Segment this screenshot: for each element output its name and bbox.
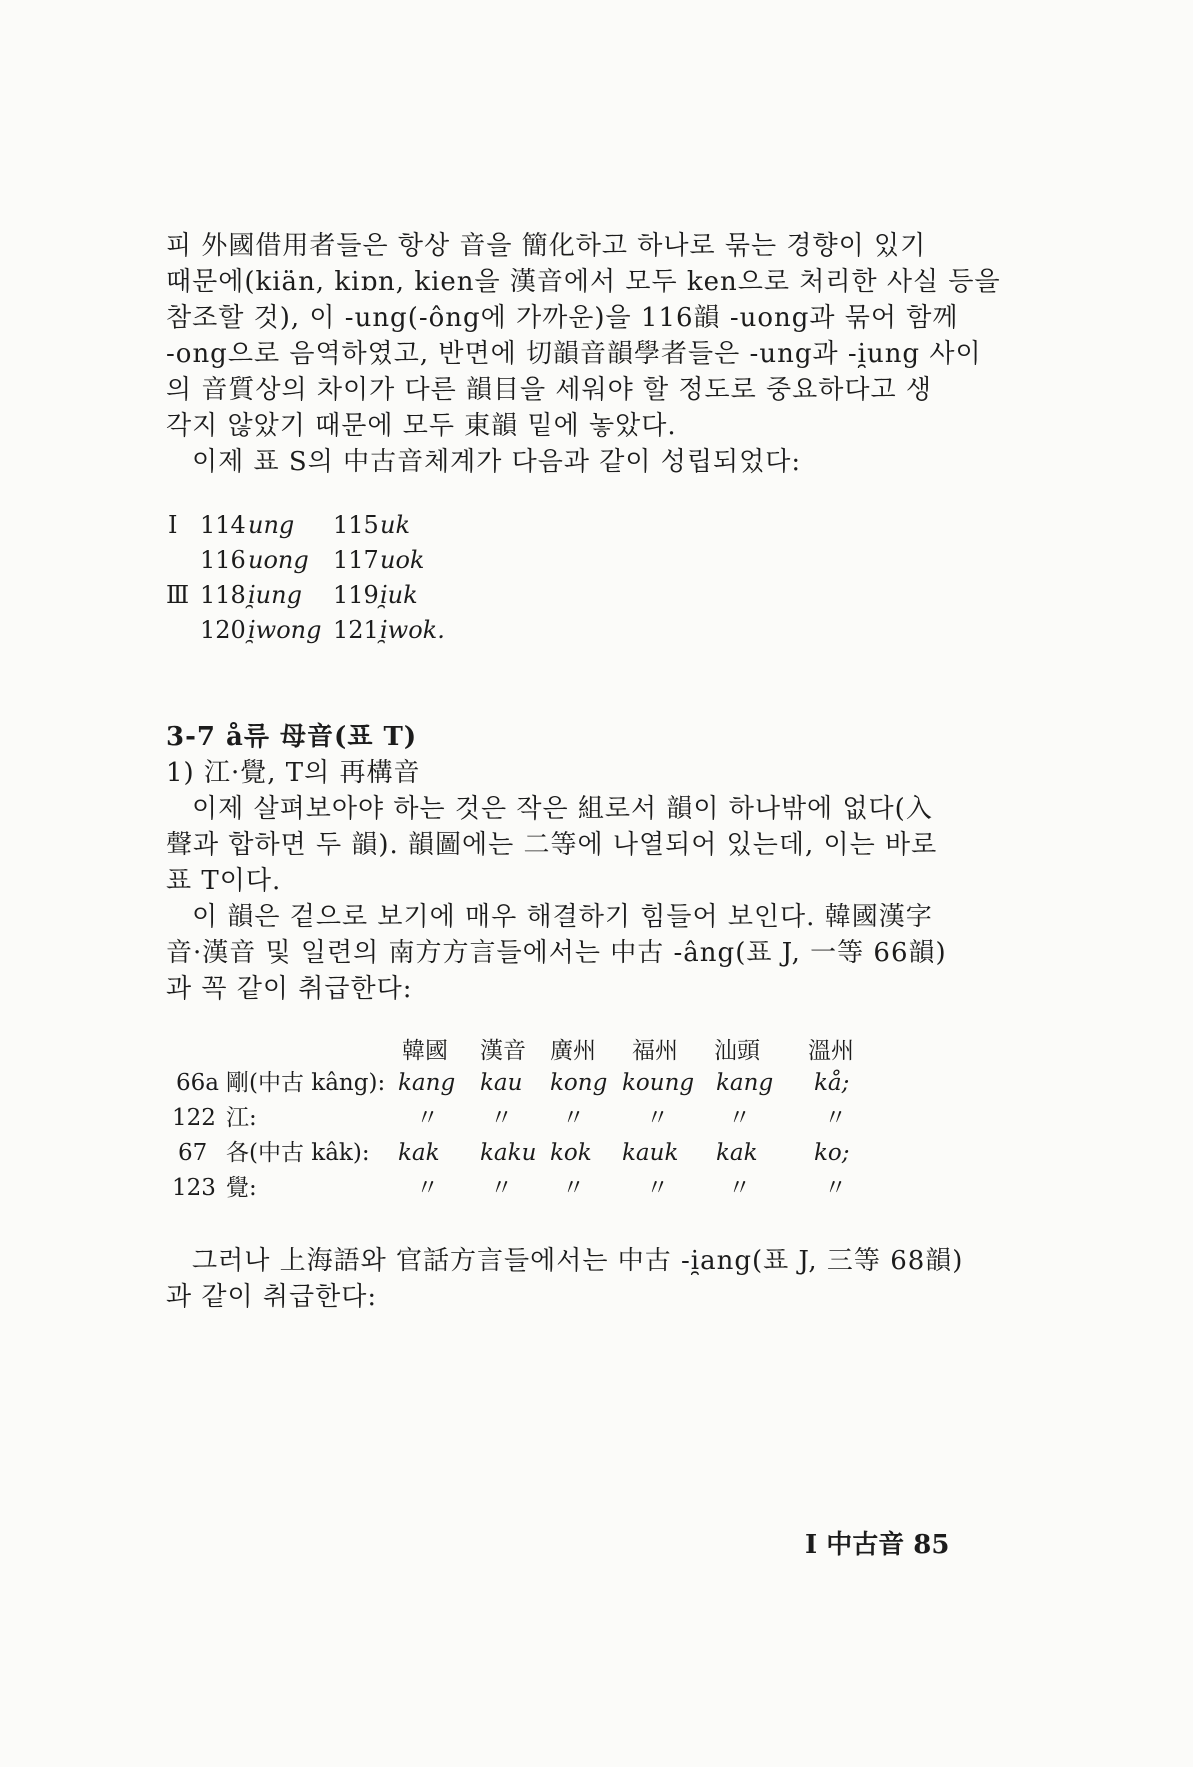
column-header: 漢音 bbox=[480, 1038, 526, 1064]
row-label: 各(中古 kâk): bbox=[226, 1140, 370, 1166]
ditto-mark: 〃 bbox=[562, 1175, 585, 1201]
column-header: 溫州 bbox=[808, 1038, 854, 1064]
text-line: 이제 살펴보아야 하는 것은 작은 組로서 韻이 하나밖에 없다(入 bbox=[192, 794, 933, 824]
row-number: 66a bbox=[176, 1070, 219, 1096]
row-label: 江: bbox=[226, 1105, 257, 1131]
text-line: 때문에(kiän, kiɒn, kien을 漢音에서 모두 ken으로 처리한 사실 등을 bbox=[166, 267, 1001, 297]
rhyme-form: i̯wong bbox=[248, 616, 322, 644]
table-cell: kaku bbox=[480, 1140, 537, 1166]
ditto-mark: 〃 bbox=[416, 1105, 439, 1131]
column-header: 福州 bbox=[632, 1038, 678, 1064]
text-line: 피 外國借用者들은 항상 音을 簡化하고 하나로 묶는 경향이 있기 bbox=[166, 231, 927, 261]
table-cell: kak bbox=[716, 1140, 758, 1166]
ditto-mark: 〃 bbox=[824, 1105, 847, 1131]
ditto-mark: 〃 bbox=[728, 1175, 751, 1201]
table-cell: kauk bbox=[622, 1140, 679, 1166]
rhyme-number: 119 bbox=[333, 581, 379, 609]
ditto-mark: 〃 bbox=[562, 1105, 585, 1131]
table-cell: kang bbox=[398, 1070, 456, 1096]
text-line: 音·漢音 및 일련의 南方方言들에서는 中古 -âng(표 J, 一等 66韻) bbox=[166, 938, 947, 968]
text-line: 聲과 합하면 두 韻). 韻圖에는 二等에 나열되어 있는데, 이는 바로 bbox=[166, 830, 938, 860]
table-cell: ko; bbox=[814, 1140, 850, 1166]
rhyme-form: ung bbox=[248, 511, 295, 539]
text-line: -ong으로 음역하였고, 반면에 切韻音韻學者들은 -ung과 -i̯ung 사이 bbox=[166, 339, 982, 369]
column-header: 廣州 bbox=[550, 1038, 596, 1064]
column-header: 汕頭 bbox=[714, 1038, 760, 1064]
row-number: 123 bbox=[172, 1175, 216, 1201]
ditto-mark: 〃 bbox=[490, 1105, 513, 1131]
ditto-mark: 〃 bbox=[646, 1175, 669, 1201]
rhyme-number: 120 bbox=[200, 616, 246, 644]
table-cell: kak bbox=[398, 1140, 440, 1166]
rhyme-number: 118 bbox=[200, 581, 246, 609]
rhyme-form: i̯uk bbox=[380, 581, 418, 609]
ditto-mark: 〃 bbox=[824, 1175, 847, 1201]
rhyme-number: 114 bbox=[200, 511, 246, 539]
table-cell: kå; bbox=[814, 1070, 850, 1096]
text-line: 그러나 上海語와 官話方言들에서는 中古 -i̯ang(표 J, 三等 68韻) bbox=[192, 1246, 964, 1276]
text-line: 과 같이 취급한다: bbox=[166, 1282, 378, 1312]
column-header: 韓國 bbox=[402, 1038, 448, 1064]
text-line: 표 T이다. bbox=[166, 866, 282, 896]
text-line: 과 꼭 같이 취급한다: bbox=[166, 974, 413, 1004]
text-line: 이 韻은 겉으로 보기에 매우 해결하기 힘들어 보인다. 韓國漢字 bbox=[192, 902, 933, 932]
ditto-mark: 〃 bbox=[646, 1105, 669, 1131]
rhyme-form: i̯wok. bbox=[380, 616, 445, 644]
rhyme-form: uk bbox=[380, 511, 410, 539]
row-number: 67 bbox=[178, 1140, 208, 1166]
section-subheading: 1) 江·覺, T의 再構音 bbox=[166, 758, 421, 788]
ditto-mark: 〃 bbox=[490, 1175, 513, 1201]
row-label: 覺: bbox=[226, 1175, 257, 1201]
text-line: 이제 표 S의 中古音체계가 다음과 같이 성립되었다: bbox=[192, 447, 802, 477]
table-cell: kok bbox=[550, 1140, 592, 1166]
group-label: Ⅲ bbox=[166, 581, 190, 609]
rhyme-form: uong bbox=[248, 546, 309, 574]
row-label: 剛(中古 kâng): bbox=[226, 1070, 386, 1096]
table-cell: kang bbox=[716, 1070, 774, 1096]
text-line: 의 音質상의 차이가 다른 韻目을 세워야 할 정도로 중요하다고 생 bbox=[166, 375, 932, 405]
section-heading: 3-7 å류 母音(표 T) bbox=[166, 722, 418, 752]
ditto-mark: 〃 bbox=[728, 1105, 751, 1131]
rhyme-number: 115 bbox=[333, 511, 379, 539]
row-number: 122 bbox=[172, 1105, 216, 1131]
text-line: 참조할 것), 이 -ung(-ông에 가까운)을 116韻 -uong과 묶어 함께 bbox=[166, 303, 959, 333]
rhyme-form: i̯ung bbox=[248, 581, 302, 609]
page-footer: I 中古音 85 bbox=[805, 1530, 950, 1560]
group-label: I bbox=[168, 511, 178, 539]
rhyme-number: 121 bbox=[333, 616, 379, 644]
rhyme-number: 116 bbox=[200, 546, 246, 574]
table-cell: koung bbox=[622, 1070, 695, 1096]
rhyme-form: uok bbox=[380, 546, 425, 574]
table-cell: kau bbox=[480, 1070, 523, 1096]
table-cell: kong bbox=[550, 1070, 608, 1096]
text-line: 각지 않았기 때문에 모두 東韻 밑에 놓았다. bbox=[166, 411, 677, 441]
ditto-mark: 〃 bbox=[416, 1175, 439, 1201]
rhyme-number: 117 bbox=[333, 546, 379, 574]
